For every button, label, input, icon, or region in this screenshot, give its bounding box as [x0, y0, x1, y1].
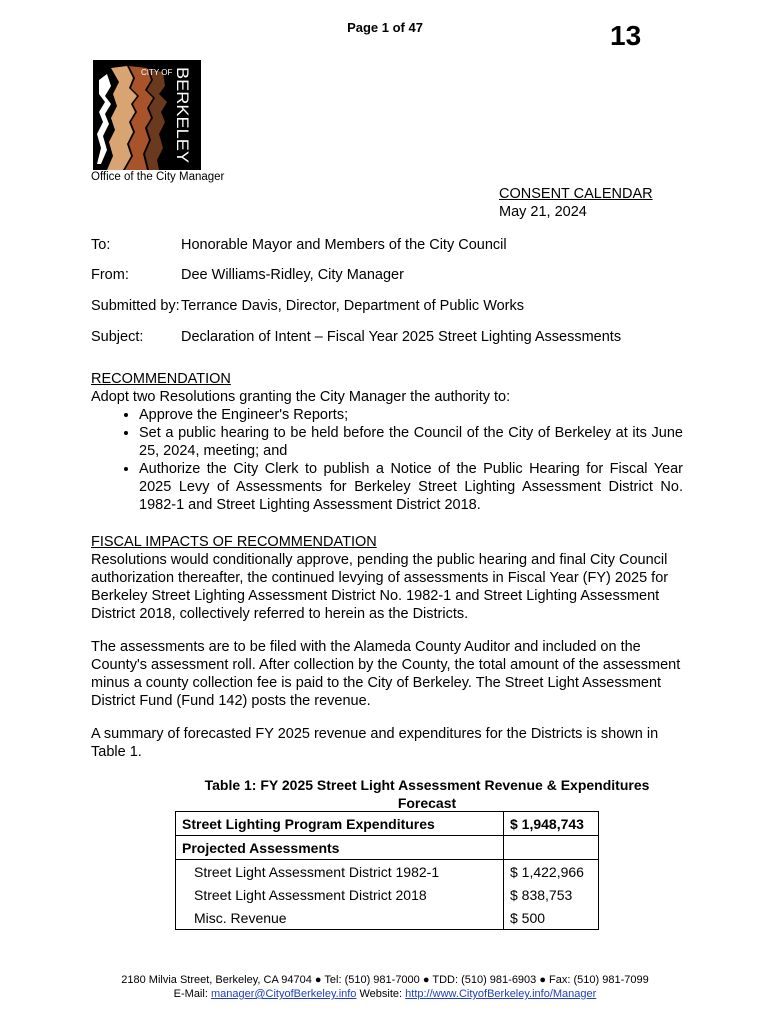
- fiscal-heading: FISCAL IMPACTS OF RECOMMENDATION: [91, 534, 377, 550]
- recommendation-heading: RECOMMENDATION: [91, 371, 231, 387]
- from-label: From:: [91, 267, 129, 283]
- subject-label: Subject:: [91, 329, 144, 345]
- website-label: Website:: [359, 988, 403, 1000]
- website-link[interactable]: http://www.CityofBerkeley.info/Manager: [405, 988, 597, 1000]
- submitted-label: Submitted by:: [91, 298, 180, 314]
- recommendation-section: [91, 370, 683, 514]
- recommendation-intro: Adopt two Resolutions granting the City Manager the authority to:: [91, 389, 511, 405]
- table-row: [176, 883, 599, 906]
- to-label: To:: [91, 237, 111, 253]
- fiscal-impacts-section: [91, 533, 683, 623]
- recommendation-list: [91, 406, 683, 514]
- revenue-expenditures-table: [175, 811, 599, 930]
- agenda-item-number: 13: [610, 20, 642, 51]
- table-row: [176, 812, 599, 836]
- consent-calendar-heading: CONSENT CALENDAR: [499, 186, 653, 202]
- email-label: E-Mail:: [173, 988, 208, 1000]
- fiscal-paragraph-1: Resolutions would conditionally approve, pending the public hearing and final City Council authorization thereafter, the continued levying of assessments in Fiscal Year (FY) 2025 for Berkeley Street Lighting Assessment District No. 1982-1 and Street Lighting Assessment District 2018, collectively referred to herein as the Districts.: [91, 552, 669, 622]
- table-cell-value: [504, 836, 599, 860]
- table-cell-value: $ 1,948,743: [504, 812, 599, 836]
- fiscal-paragraph-3: A summary of forecasted FY 2025 revenue and expenditures for the Districts is shown in Table 1.: [91, 726, 659, 760]
- fiscal-paragraph-2-block: [91, 638, 683, 710]
- email-link[interactable]: manager@CityofBerkeley.info: [210, 988, 357, 1000]
- recommendation-bullet: • Authorize the City Clerk to publish a Notice of the Public Hearing for Fiscal Year 2025 Levy of Assessments for Berkeley Street Lighting Assessment District No. 1982-1 and Street Lighting Assessment District 2018.: [139, 460, 683, 514]
- table-cell-value: $ 500: [504, 906, 599, 930]
- table-cell-label: Street Light Assessment District 2018: [176, 883, 504, 906]
- to-value: Honorable Mayor and Members of the City Council: [181, 237, 507, 253]
- page-label: Page 1 of 47: [347, 20, 423, 35]
- submitted-value: Terrance Davis, Director, Department of Public Works: [181, 298, 525, 314]
- page-footer: [0, 973, 770, 1001]
- subject-value: Declaration of Intent – Fiscal Year 2025 Street Lighting Assessments: [181, 329, 622, 345]
- logo-city-of-text: CITY OF: [141, 68, 173, 77]
- table-cell-label: Street Light Assessment District 1982-1: [176, 860, 504, 884]
- from-value: Dee Williams-Ridley, City Manager: [181, 267, 404, 283]
- table-cell-label: Misc. Revenue: [176, 906, 504, 930]
- recommendation-bullet: • Set a public hearing to be held before the Council of the City of Berkeley at its June 25, 2024, meeting; and: [139, 424, 683, 460]
- office-label: Office of the City Manager: [91, 171, 225, 183]
- table-row: [176, 860, 599, 884]
- table-cell-value: $ 838,753: [504, 883, 599, 906]
- logo-berkeley-text: BERKELEY: [173, 67, 192, 157]
- fiscal-paragraph-2: The assessments are to be filed with the Alameda County Auditor and included on the County's assessment roll. After collection by the County, the total amount of the assessment minus a county collection fee is paid to the City of Berkeley. The Street Light Assessment District Fund (Fund 142) posts the revenue.: [91, 639, 681, 709]
- recommendation-bullet: • Approve the Engineer's Reports;: [139, 406, 683, 424]
- table-cell-label: Street Lighting Program Expenditures: [176, 812, 504, 836]
- consent-calendar-block: [499, 185, 653, 221]
- table-row: [176, 906, 599, 930]
- footer-contact-line: [0, 987, 770, 1001]
- meeting-date: May 21, 2024: [499, 204, 587, 220]
- table-row: [176, 836, 599, 860]
- table-cell-value: $ 1,422,966: [504, 860, 599, 884]
- table-cell-label: Projected Assessments: [176, 836, 504, 860]
- table-caption: Table 1: FY 2025 Street Light Assessment Revenue & Expenditures Forecast: [204, 777, 650, 811]
- footer-address: 2180 Milvia Street, Berkeley, CA 94704 ● Tel: (510) 981-7000 ● TDD: (510) 981-6903 ● Fax: (510) 981-7099: [121, 974, 649, 986]
- city-of-berkeley-logo: [93, 60, 201, 170]
- fiscal-paragraph-3-block: [91, 725, 683, 761]
